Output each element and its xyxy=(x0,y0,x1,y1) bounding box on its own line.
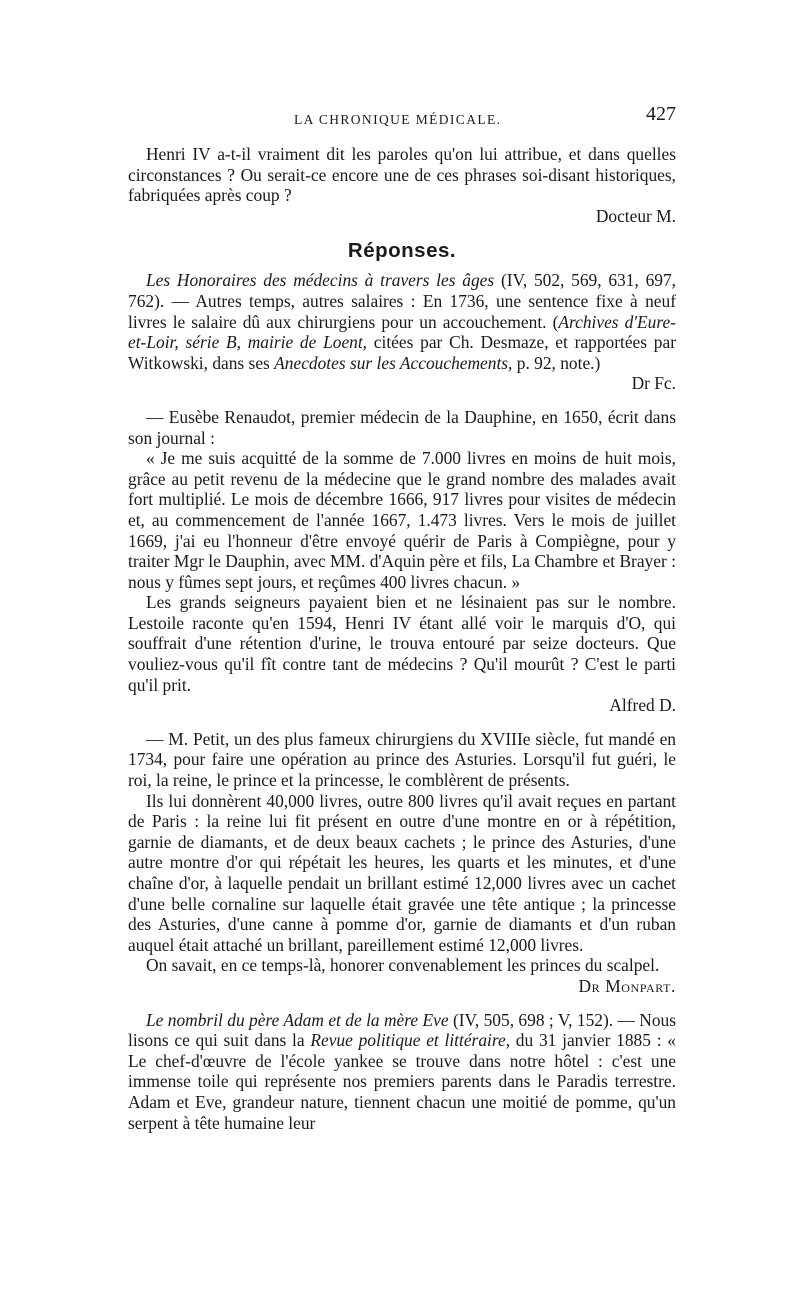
page-header xyxy=(128,104,676,128)
intro-signature: Docteur M. xyxy=(595,205,676,226)
entry-nombril-title: Le nombril du père Adam et de la mère Eve xyxy=(146,1009,449,1030)
running-title: LA CHRONIQUE MÉDICALE. xyxy=(294,112,502,127)
entry-renaudot-intro: — Eusèbe Renaudot, premier médecin de la Dauphine, en 1650, écrit dans son journal : xyxy=(128,406,676,448)
entry-honoraires-book: Anecdotes sur les Accouchements, xyxy=(274,352,513,373)
entry-honoraires-title: Les Honoraires des médecins à travers les âges xyxy=(146,270,495,291)
entry-honoraires-mid: citées par Ch. Desmaze, et rapportées par Witkowski, dans ses xyxy=(128,332,676,373)
text-body xyxy=(128,144,676,1133)
entry-honoraires-tail: p. 92, note.) xyxy=(512,352,601,373)
entry-honoraires-source: Archives d'Eure-et-Loir, série B, mairie de Loent, xyxy=(128,311,676,353)
intro-paragraph: Henri IV a-t-il vraiment dit les paroles qu'on lui attribue, et dans quelles circonstances ? Ou serait-ce encore une de ces phrases soi-disant historiques, fabriquées après coup ? xyxy=(128,144,676,206)
entry-nombril-journal: Revue politique et littéraire, xyxy=(310,1030,511,1051)
entry-nombril-refs: (IV, 505, 698 ; V, 152). — Nous lisons ce qui suit dans la xyxy=(128,1009,676,1051)
entry-nombril-tail: du 31 janvier 1885 : « Le chef-d'œuvre de l'école yankee se trouve dans notre hôtel : c'est une immense toile qui représente nos premiers parents dans le Paradis terrestre. Adam et Eve, grandeur nature, tiennent chacun une moitié de pomme, qu'un serpent à tête humaine leur xyxy=(128,1030,676,1133)
page-number: 427 xyxy=(646,103,676,125)
entry-petit-conclusion: On savait, en ce temps-là, honorer convenablement les princes du scalpel. xyxy=(146,955,660,976)
entry-honoraires-signature: Dr Fc. xyxy=(631,373,676,394)
entry-renaudot-comment: Les grands seigneurs payaient bien et ne lésinaient pas sur le nombre. Lestoile raconte qu'en 1594, Henri IV étant allé voir le marquis d'O, qui souffrait d'une rétention d'urine, le trouva entouré par seize docteurs. Que vouliez-vous qu'il fît contre tant de médecins ? Qu'il mourût ? C'est le parti qu'il prit. xyxy=(128,592,676,695)
entry-honoraires xyxy=(128,270,676,373)
section-title: Réponses. xyxy=(347,239,457,263)
entry-honoraires-refs: (IV, 502, 569, 631, 697, 762). — Autres temps, autres salaires : En 1736, une sentence fixe à neuf livres le salaire dû aux chirurgiens pour un accouchement. ( xyxy=(128,270,677,332)
entry-renaudot-signature: Alfred D. xyxy=(609,695,676,716)
entry-nombril xyxy=(128,1010,676,1134)
entry-renaudot-quote: « Je me suis acquitté de la somme de 7.000 livres en moins de huit mois, grâce au petit revenu de la médecine que le grand nombre des malades avait fort multiplié. Le mois de décembre 1666, 917 livres pour visites de médecin et, au commencement de l'année 1667, 1.473 livres. Vers le mois de juillet 1669, j'ai eu l'honneur d'être envoyé quérir de Paris à Compiègne, pour y traiter Mgr le Dauphin, avec MM. d'Aquin père et fils, La Chambre et Brayer : nous y fûmes sept jours, et reçûmes 400 livres chacun. » xyxy=(128,448,676,592)
entry-petit-signature: Dr Monpart. xyxy=(578,975,676,996)
entry-petit-intro: — M. Petit, un des plus fameux chirurgiens du XVIIIe siècle, fut mandé en 1734, pour faire une opération au prince des Asturies. Lorsqu'il fut guéri, le roi, la reine, le prince et la princesse, le comblèrent de présents. xyxy=(128,728,676,791)
entry-petit-gifts: Ils lui donnèrent 40,000 livres, outre 800 livres qu'il avait reçues en partant de Paris : la reine lui fit présent en outre d'une montre en or à répétition, garnie de diamants, et de deux beaux cachets ; le prince des Asturies, d'une autre montre d'or qui répétait les heures, les quarts et les minutes, et d'une chaîne d'or, à laquelle pendait un brillant estimé 12,000 livres avec un cachet d'une belle cornaline sur laquelle était gravée une tête antique ; la princesse des Asturies, d'une canne à pomme d'or, garnie de diamants et d'un ruban auquel était attaché un brillant, pareillement estimé 12,000 livres. xyxy=(128,790,676,955)
